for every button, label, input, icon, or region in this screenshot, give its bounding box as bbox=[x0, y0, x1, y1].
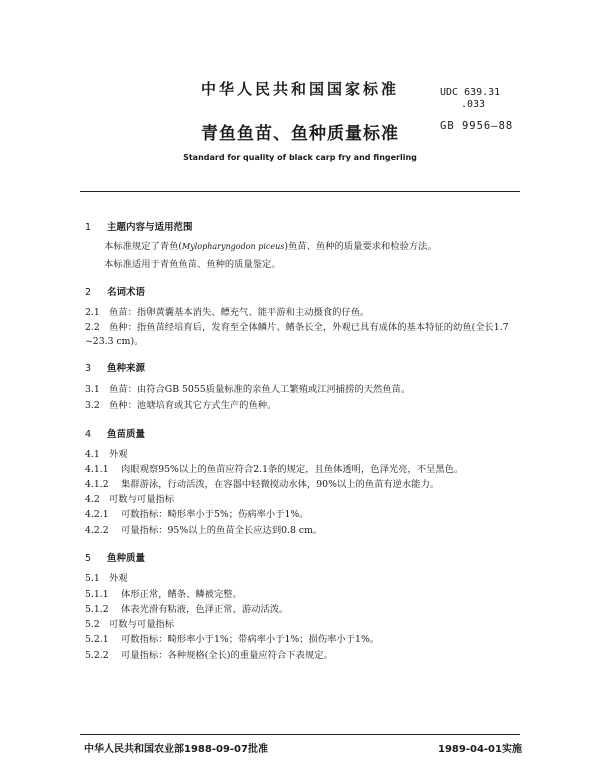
document-title: 青鱼鱼苗、鱼种质量标准 bbox=[201, 124, 399, 144]
section-3-heading: 3 鱼种来源 bbox=[85, 363, 146, 374]
clause-3-1: 3.1 鱼苗：由符合GB 5055质量标准的亲鱼人工繁殖或江河捕捞的天然鱼苗。 bbox=[85, 384, 411, 395]
gb-number: GB 9956—88 bbox=[440, 120, 514, 132]
section-5-heading: 5 鱼种质量 bbox=[85, 553, 146, 564]
clause-2-2-continued: ~23.3 cm)。 bbox=[85, 336, 144, 347]
clause-5-1-1: 5.1.1 体形正常，鳍条、鳞被完整。 bbox=[85, 589, 242, 600]
header-divider bbox=[80, 191, 520, 192]
udc-code-suffix: .033 bbox=[461, 99, 486, 110]
effective-date: 1989-04-01实施 bbox=[438, 744, 522, 755]
section-1-paragraph-1: 本标准规定了青鱼(Mylopharyngodon piceus)鱼苗、鱼种的质量要求和检验方法。 bbox=[104, 241, 437, 252]
clause-2-1: 2.1 鱼苗：指卵黄囊基本消失、鳔充气、能平游和主动摄食的仔鱼。 bbox=[85, 307, 370, 318]
clause-4-1-1: 4.1.1 肉眼观察95%以上的鱼苗应符合2.1条的规定，且鱼体透明，色泽光亮，不呈黑色。 bbox=[85, 464, 464, 475]
clause-4-1-2: 4.1.2 集群游泳，行动活泼，在容器中轻微搅动水体，90%以上的鱼苗有逆水能力。 bbox=[85, 479, 440, 490]
clause-5-1: 5.1 外观 bbox=[85, 573, 128, 584]
section-1-heading: 1 主题内容与适用范围 bbox=[85, 222, 193, 233]
section-2-heading: 2 名词术语 bbox=[85, 287, 146, 298]
clause-4-2: 4.2 可数与可量指标 bbox=[85, 494, 175, 505]
approval-statement: 中华人民共和国农业部1988-09-07批准 bbox=[84, 744, 268, 755]
document-subtitle-en: Standard for quality of black carp fry and fingerling bbox=[183, 153, 417, 162]
clause-5-1-2: 5.1.2 体表光滑有粘液，色泽正常，游动活泼。 bbox=[85, 604, 289, 615]
clause-5-2-1: 5.2.1 可数指标：畸形率小于1%；带病率小于1%；损伤率小于1%。 bbox=[85, 634, 380, 645]
clause-2-2: 2.2 鱼种：指鱼苗经培育后，发育至全体鳞片、鳍条长全，外观已具有成体的基本特征的幼鱼(全长1.7 bbox=[85, 322, 509, 333]
footer-divider bbox=[80, 734, 520, 735]
clause-4-1: 4.1 外观 bbox=[85, 449, 128, 460]
section-4-heading: 4 鱼苗质量 bbox=[85, 429, 146, 440]
clause-4-2-1: 4.2.1 可数指标：畸形率小于5%；伤病率小于1%。 bbox=[85, 509, 309, 520]
clause-5-2: 5.2 可数与可量指标 bbox=[85, 619, 175, 630]
clause-5-2-2: 5.2.2 可量指标：各种规格(全长)的重量应符合下表规定。 bbox=[85, 650, 333, 661]
section-1-paragraph-2: 本标准适用于青鱼鱼苗、鱼种的质量鉴定。 bbox=[104, 259, 281, 270]
clause-4-2-2: 4.2.2 可量指标：95%以上的鱼苗全长应达到0.8 cm。 bbox=[85, 525, 323, 536]
udc-code: UDC 639.31 bbox=[440, 87, 501, 98]
clause-3-2: 3.2 鱼种：池塘培育或其它方式生产的鱼种。 bbox=[85, 400, 277, 411]
standard-org-heading: 中华人民共和国国家标准 bbox=[200, 80, 399, 98]
